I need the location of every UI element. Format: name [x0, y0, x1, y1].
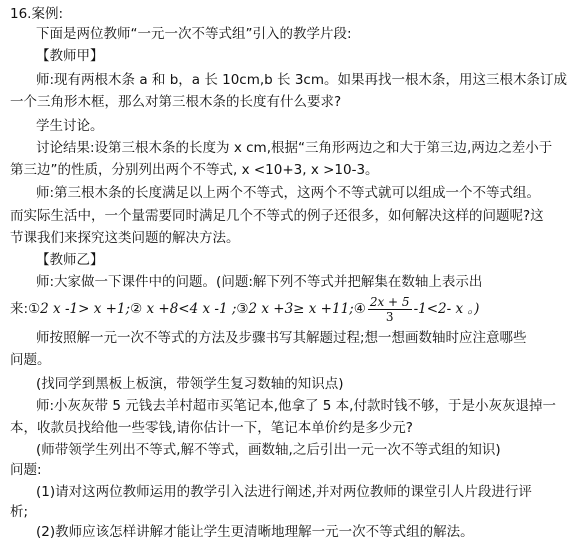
- b-p3: (找同学到黑板上板演，带领学生复习数轴的知识点): [36, 376, 344, 392]
- b-p5: (师带领学生列出不等式,解不等式，画数轴,之后引出一元一次不等式组的知识): [36, 442, 501, 458]
- teacher-a-label: 【教师甲】: [36, 48, 104, 64]
- b-p2-line2: 问题。: [10, 352, 51, 368]
- inequality-4-rest: -1<2- x 。): [413, 301, 480, 317]
- question-1-line2: 析;: [10, 504, 29, 520]
- questions-label: 问题:: [10, 462, 42, 478]
- intro: 下面是两位教师“一元一次不等式组”引入的教学片段:: [36, 26, 352, 42]
- inequality-2: x +8<4 x -1 ;: [142, 301, 237, 317]
- b-p2-line1: 师按照解一元一次不等式的方法及步骤书写其解题过程;想一想画数轴时应注意哪些: [36, 330, 527, 346]
- a-p1-line2: 一个三角形木框，那么对第三根木条的长度有什么要求?: [10, 94, 342, 110]
- a-p3-line2: 第三边”的性质，分别列出两个不等式, x <10+3, x >10-3。: [10, 162, 379, 178]
- a-p3-line1: 讨论结果:设第三根木条的长度为 x cm,根据“三角形两边之和大于第三边,两边之差小于: [36, 140, 553, 156]
- inequality-1: 2 x -1> x +1;: [40, 301, 131, 317]
- a-p4-line1: 师:第三根木条的长度满足以上两个不等式，这两个不等式就可以组成一个不等式组。: [36, 185, 541, 201]
- inequality-4-fraction: [368, 295, 412, 324]
- b-p1-line2-prefix: 来:: [10, 301, 29, 317]
- question-1-line1: (1)请对这两位教师运用的教学引入法进行阐述,并对两位教师的课堂引人片段进行评: [36, 484, 532, 500]
- a-p4-line2: 而实际生活中，一个量需要同时满足几个不等式的例子还很多，如何解决这样的问题呢?这: [10, 208, 544, 224]
- question-2: (2)教师应该怎样讲解才能让学生更清晰地理解一元一次不等式组的解法。: [36, 524, 474, 540]
- fraction-denominator: 3: [385, 309, 394, 324]
- ineq1-number: ①: [28, 301, 41, 317]
- a-p2: 学生讨论。: [36, 118, 104, 134]
- ineq4-number: ④: [353, 301, 366, 317]
- ineq2-number: ②: [130, 301, 143, 317]
- ineq3-number: ③: [236, 301, 249, 317]
- b-p1-line1: 师:大家做一下课件中的问题。(问题:解下列不等式并把解集在数轴上表示出: [36, 274, 483, 290]
- b-p1-line2: [10, 294, 479, 324]
- teacher-b-label: 【教师乙】: [36, 252, 104, 268]
- inequality-3: 2 x +3≥ x +11;: [248, 301, 354, 317]
- a-p4-line3: 节课我们来探究这类问题的解决方法。: [10, 230, 240, 246]
- b-p4-line2: 本，收款员找给他一些零钱,请你估计一下，笔记本单价约是多少元?: [10, 420, 413, 436]
- a-p1-line1: 师:现有两根木条 a 和 b，a 长 10cm,b 长 3cm。如果再找一根木条，用这三根木条订成: [36, 72, 567, 88]
- heading: 16.案例:: [10, 6, 64, 22]
- fraction-numerator: 2x + 5: [369, 294, 410, 309]
- b-p4-line1: 师:小灰灰带 5 元钱去羊村超市买笔记本,他拿了 5 本,付款时钱不够，于是小灰灰退掉一: [36, 398, 556, 414]
